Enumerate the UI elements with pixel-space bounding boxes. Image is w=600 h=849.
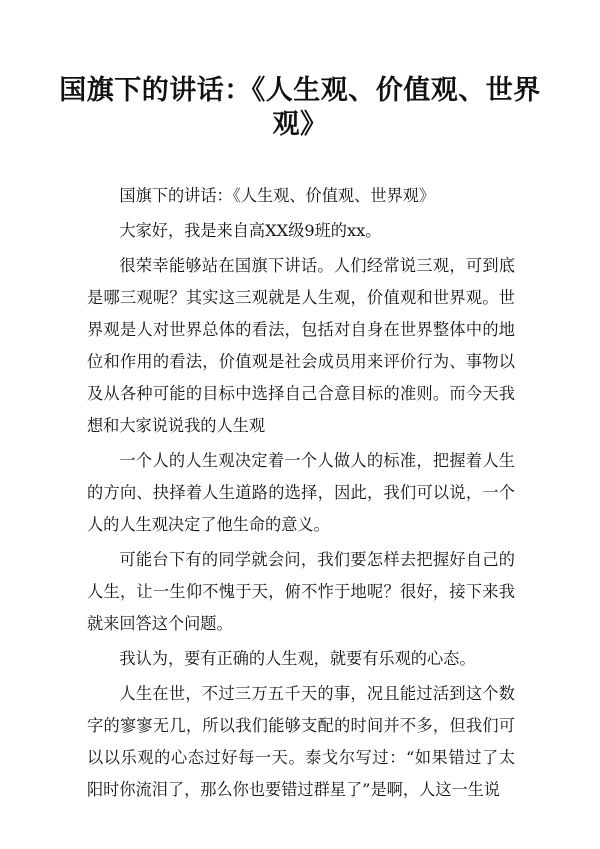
paragraph-greeting: 大家好，我是来自高XX级9班的xx。 [119,221,382,240]
paragraph-optimism: 我认为，要有正确的人生观，就要有乐观的心态。 [119,649,476,668]
paragraph-life-view: 一个人的人生观决定着一个人做人的标准，把握着人生的方向、抉择着人生道路的选择，因此，我们可以说，一个人的人生观决定了他生命的意义。 [87,451,515,534]
document-title: 国旗下的讲话：《人生观、价值观、世界观》 [59,75,541,140]
paragraph-question: 可能台下有的同学就会问，我们要怎样去把握好自己的人生，让一生仰不愧于天，俯不怍于地呢？很好，接下来我就来回答这个问题。 [87,550,515,633]
paragraph-three-views: 很荣幸能够站在国旗下讲话。人们经常说三观，可到底是哪三观呢？其实这三观就是人生观，价值观和世界观。世界观是人对世界总体的看法，包括对自身在世界整体中的地位和作用的看法，价值观是社会成员用来评价行为、事物以及从各种可能的目标中选择自己合意目标的准则。而今天我想和大家说说我的人生观 [87,256,515,435]
document-body [87,180,515,809]
paragraph-life-time: 人生在世，不过三万五千天的事，况且能过活到这个数字的寥寥无几，所以我们能够支配的时间并不多，但我们可以以乐观的心态过好每一天。泰戈尔写过：“如果错过了太阳时你流泪了，那么你也要错过群星了”是啊，人这一生说 [87,684,515,799]
paragraph-subtitle: 国旗下的讲话：《人生观、价值观、世界观》 [119,186,436,205]
